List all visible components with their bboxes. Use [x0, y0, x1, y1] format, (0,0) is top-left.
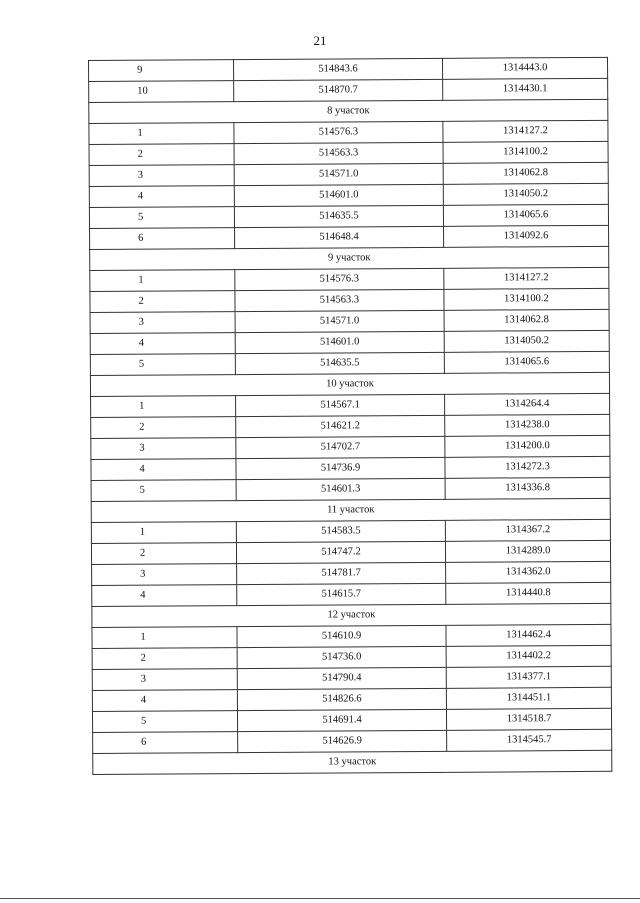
y-coordinate-cell: 1314362.0: [446, 561, 611, 583]
y-coordinate-cell: 1314065.6: [443, 204, 608, 226]
point-number-cell: 2: [91, 417, 236, 439]
point-number-cell: 3: [90, 312, 235, 334]
coordinate-row: [91, 393, 610, 417]
x-coordinate-cell: 514563.3: [235, 289, 444, 311]
point-number-cell: 3: [92, 564, 237, 586]
point-number-cell: 3: [92, 669, 237, 691]
y-coordinate-cell: 1314050.2: [443, 183, 608, 205]
point-number-cell: 4: [92, 690, 237, 712]
point-number-cell: 4: [89, 186, 234, 208]
coordinate-row: [91, 519, 610, 543]
x-coordinate-cell: 514621.2: [236, 415, 445, 437]
x-coordinate-cell: 514736.0: [237, 646, 446, 668]
y-coordinate-cell: 1314462.4: [446, 624, 611, 646]
y-coordinate-cell: 1314127.2: [443, 120, 608, 142]
point-number-cell: 9: [89, 60, 234, 82]
x-coordinate-cell: 514691.4: [237, 709, 446, 731]
coordinate-row: [91, 414, 610, 438]
y-coordinate-cell: 1314238.0: [445, 414, 610, 436]
coordinate-row: [89, 204, 608, 228]
point-number-cell: 3: [89, 165, 234, 187]
x-coordinate-cell: 514571.0: [235, 310, 444, 332]
point-number-cell: 1: [90, 270, 235, 292]
x-coordinate-cell: 514635.5: [234, 205, 443, 227]
point-number-cell: 1: [92, 627, 237, 649]
coordinate-row: [90, 309, 609, 333]
coordinate-row: [92, 624, 611, 648]
coordinate-row: [90, 330, 609, 354]
point-number-cell: 2: [92, 648, 237, 670]
coordinates-table-body: [89, 57, 612, 774]
x-coordinate-cell: 514601.0: [234, 184, 443, 206]
point-number-cell: 4: [91, 459, 236, 481]
point-number-cell: 5: [91, 480, 236, 502]
coordinate-row: [90, 288, 609, 312]
point-number-cell: 5: [90, 354, 235, 376]
y-coordinate-cell: 1314443.0: [442, 57, 607, 79]
point-number-cell: 1: [91, 396, 236, 418]
coordinate-row: [89, 183, 608, 207]
section-title: 11 участок: [91, 498, 610, 522]
y-coordinate-cell: 1314377.1: [446, 666, 611, 688]
coordinate-row: [90, 267, 609, 291]
point-number-cell: 1: [91, 522, 236, 544]
point-number-cell: 6: [93, 732, 238, 754]
coordinate-row: [92, 645, 611, 669]
coordinates-table: [88, 57, 612, 775]
y-coordinate-cell: 1314367.2: [445, 519, 610, 541]
x-coordinate-cell: 514576.3: [235, 268, 444, 290]
x-coordinate-cell: 514747.2: [236, 541, 445, 563]
y-coordinate-cell: 1314545.7: [447, 729, 612, 751]
section-title: 12 участок: [92, 603, 611, 627]
coordinate-row: [91, 435, 610, 459]
point-number-cell: 6: [90, 228, 235, 250]
coordinate-row: [92, 561, 611, 585]
y-coordinate-cell: 1314272.3: [445, 456, 610, 478]
y-coordinate-cell: 1314100.2: [443, 141, 608, 163]
x-coordinate-cell: 514601.3: [236, 478, 445, 500]
point-number-cell: 2: [89, 144, 234, 166]
y-coordinate-cell: 1314065.6: [444, 351, 609, 373]
x-coordinate-cell: 514567.1: [236, 394, 445, 416]
coordinate-row: [89, 57, 608, 81]
coordinate-row: [90, 225, 609, 249]
point-number-cell: 2: [90, 291, 235, 313]
point-number-cell: 4: [90, 333, 235, 355]
x-coordinate-cell: 514583.5: [236, 520, 445, 542]
point-number-cell: 10: [89, 81, 234, 103]
y-coordinate-cell: 1314402.2: [446, 645, 611, 667]
coordinate-row: [91, 477, 610, 501]
section-header-row: [93, 750, 612, 774]
x-coordinate-cell: 514635.5: [235, 352, 444, 374]
y-coordinate-cell: 1314289.0: [445, 540, 610, 562]
x-coordinate-cell: 514870.7: [234, 79, 443, 101]
y-coordinate-cell: 1314062.8: [444, 309, 609, 331]
coordinate-row: [92, 666, 611, 690]
point-number-cell: 1: [89, 123, 234, 145]
y-coordinate-cell: 1314100.2: [444, 288, 609, 310]
x-coordinate-cell: 514790.4: [237, 667, 446, 689]
page-bottom-rule: [0, 898, 640, 899]
x-coordinate-cell: 514615.7: [237, 583, 446, 605]
x-coordinate-cell: 514843.6: [234, 58, 443, 80]
coordinate-row: [93, 729, 612, 753]
coordinate-row: [92, 582, 611, 606]
coordinate-row: [89, 78, 608, 102]
y-coordinate-cell: 1314430.1: [443, 78, 608, 100]
section-title: 9 участок: [90, 246, 609, 270]
coordinate-row: [89, 141, 608, 165]
y-coordinate-cell: 1314518.7: [446, 708, 611, 730]
y-coordinate-cell: 1314264.4: [445, 393, 610, 415]
section-title: 10 участок: [90, 372, 609, 396]
coordinate-row: [90, 351, 609, 375]
y-coordinate-cell: 1314127.2: [444, 267, 609, 289]
coordinates-sheet: [88, 57, 612, 775]
y-coordinate-cell: 1314451.1: [446, 687, 611, 709]
point-number-cell: 2: [91, 543, 236, 565]
coordinate-row: [91, 540, 610, 564]
x-coordinate-cell: 514576.3: [234, 121, 443, 143]
section-title: 13 участок: [93, 750, 612, 774]
y-coordinate-cell: 1314440.8: [446, 582, 611, 604]
coordinate-row: [92, 708, 611, 732]
y-coordinate-cell: 1314062.8: [443, 162, 608, 184]
x-coordinate-cell: 514648.4: [235, 226, 444, 248]
y-coordinate-cell: 1314092.6: [444, 225, 609, 247]
x-coordinate-cell: 514626.9: [238, 730, 447, 752]
x-coordinate-cell: 514736.9: [236, 457, 445, 479]
y-coordinate-cell: 1314336.8: [445, 477, 610, 499]
coordinate-row: [89, 120, 608, 144]
y-coordinate-cell: 1314200.0: [445, 435, 610, 457]
point-number-cell: 3: [91, 438, 236, 460]
point-number-cell: 5: [92, 711, 237, 733]
coordinate-row: [91, 456, 610, 480]
x-coordinate-cell: 514781.7: [237, 562, 446, 584]
x-coordinate-cell: 514563.3: [234, 142, 443, 164]
point-number-cell: 5: [89, 207, 234, 229]
coordinate-row: [92, 687, 611, 711]
x-coordinate-cell: 514826.6: [237, 688, 446, 710]
x-coordinate-cell: 514571.0: [234, 163, 443, 185]
section-title: 8 участок: [89, 99, 608, 123]
x-coordinate-cell: 514601.0: [235, 331, 444, 353]
y-coordinate-cell: 1314050.2: [444, 330, 609, 352]
x-coordinate-cell: 514702.7: [236, 436, 445, 458]
x-coordinate-cell: 514610.9: [237, 625, 446, 647]
coordinate-row: [89, 162, 608, 186]
page-number: 21: [313, 33, 327, 48]
point-number-cell: 4: [92, 585, 237, 607]
